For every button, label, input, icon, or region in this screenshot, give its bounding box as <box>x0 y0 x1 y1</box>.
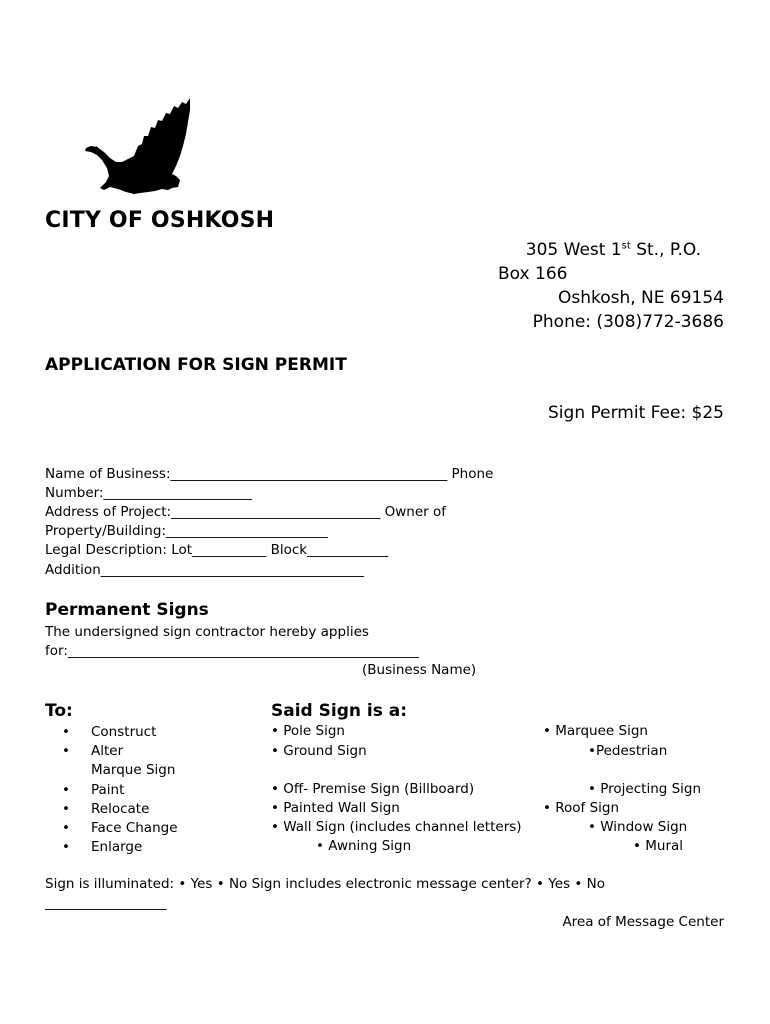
action-alter[interactable]: • Alter <box>62 742 222 761</box>
page-title: APPLICATION FOR SIGN PERMIT <box>45 355 347 375</box>
business-name-field[interactable]: Name of Business:_________________________________________ Phone <box>45 466 494 482</box>
action-paint[interactable]: • Paint <box>62 781 222 800</box>
sign-pole[interactable]: • Pole Sign <box>271 723 345 739</box>
address-line-3: Oshkosh, NE 69154 <box>557 288 724 308</box>
city-name: CITY OF OSHKOSH <box>45 208 275 233</box>
project-address-field[interactable]: Address of Project:_______________________________ Owner of <box>45 504 447 520</box>
phone-number-field[interactable]: Number:______________________ <box>45 485 253 501</box>
sign-awning[interactable]: • Awning Sign <box>316 838 412 854</box>
goose-logo-icon <box>82 96 194 200</box>
sign-wall[interactable]: • Wall Sign (includes channel letters) <box>271 819 522 835</box>
sign-ground[interactable]: • Ground Sign <box>271 743 367 759</box>
address-line-4: Phone: (308)772-3686 <box>532 312 724 332</box>
action-marque-sign-label: Marque Sign <box>91 762 176 779</box>
to-heading: To: <box>45 701 73 721</box>
message-center-area-label: Area of Message Center <box>562 914 724 930</box>
action-list <box>62 723 222 857</box>
sign-mural[interactable]: • Mural <box>633 838 684 854</box>
contractor-business-field[interactable]: for:____________________________________________________ <box>45 643 419 659</box>
sign-marquee[interactable]: • Marquee Sign <box>543 723 648 739</box>
sign-type-heading: Said Sign is a: <box>271 701 408 721</box>
permanent-signs-text: The undersigned sign contractor hereby applies <box>45 624 369 640</box>
address-line-1-sup: st <box>621 240 631 252</box>
message-center-area-field[interactable]: __________________ <box>45 895 167 911</box>
sign-roof[interactable]: • Roof Sign <box>543 800 620 816</box>
permanent-signs-heading: Permanent Signs <box>45 600 209 620</box>
legal-description-field[interactable]: Legal Description: Lot___________ Block____________ <box>45 542 389 558</box>
business-name-caption: (Business Name) <box>362 662 477 678</box>
permit-fee: Sign Permit Fee: $25 <box>548 403 724 423</box>
action-marque-sign <box>62 761 222 780</box>
sign-pedestrian[interactable]: •Pedestrian <box>588 743 668 759</box>
action-relocate[interactable]: • Relocate <box>62 800 222 819</box>
address-line-1 <box>526 238 701 262</box>
sign-off-premise[interactable]: • Off- Premise Sign (Billboard) <box>271 781 475 797</box>
sign-window[interactable]: • Window Sign <box>588 819 688 835</box>
address-line-2: Box 166 <box>498 264 568 284</box>
sign-projecting[interactable]: • Projecting Sign <box>588 781 702 797</box>
address-line-1-pre: 305 West 1 <box>525 240 622 260</box>
action-face-change[interactable]: • Face Change <box>62 819 222 838</box>
address-line-1-post: St., P.O. <box>630 240 701 260</box>
owner-field[interactable]: Property/Building:________________________ <box>45 523 328 539</box>
addition-field[interactable]: Addition_______________________________________ <box>45 562 364 578</box>
action-construct[interactable]: • Construct <box>62 723 222 742</box>
sign-painted-wall[interactable]: • Painted Wall Sign <box>271 800 400 816</box>
action-enlarge[interactable]: • Enlarge <box>62 838 222 857</box>
illumination-question[interactable]: Sign is illuminated: • Yes • No Sign includes electronic message center? • Yes • No <box>45 876 605 892</box>
